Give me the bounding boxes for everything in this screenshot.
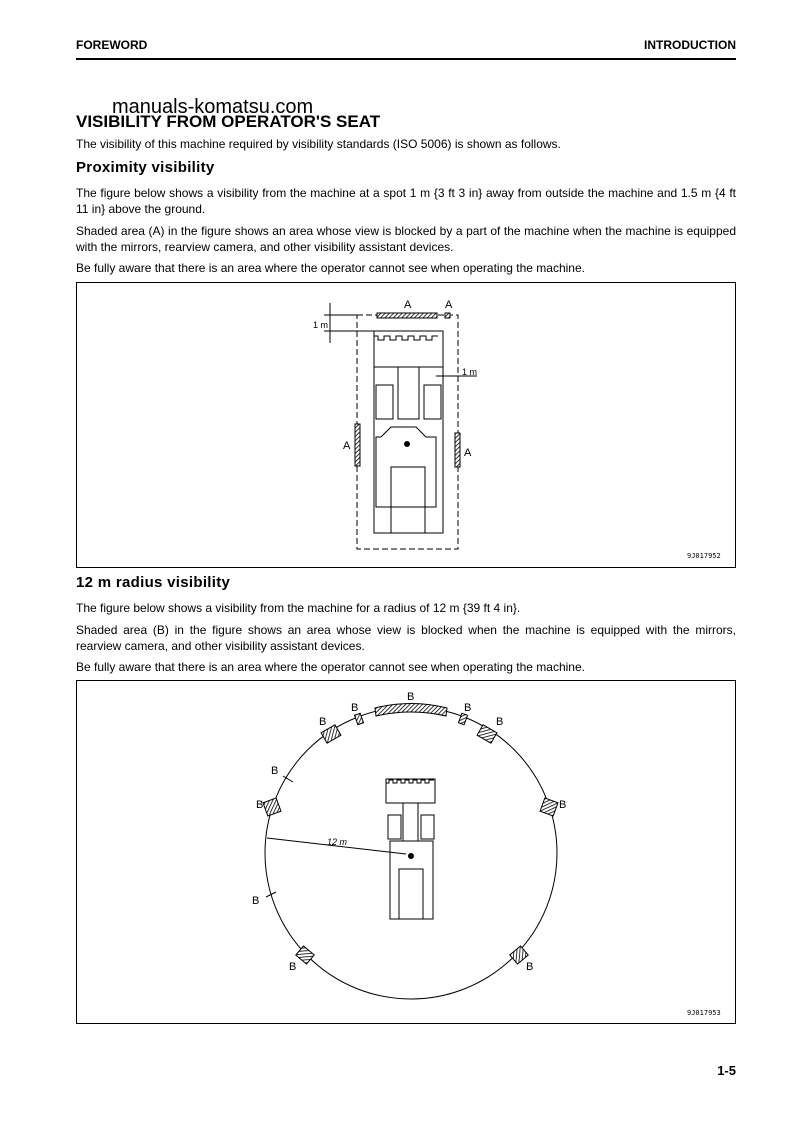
shaded-area-b (263, 704, 558, 965)
proximity-figure (76, 282, 736, 568)
label-b: B (289, 961, 297, 973)
figure-code: 9J017953 (687, 1009, 721, 1017)
header-section: FOREWORD (76, 38, 148, 52)
operator-eye-point (408, 853, 414, 859)
label-b: B (252, 895, 260, 907)
label-a: A (343, 440, 351, 452)
proximity-p2: Shaded area (A) in the figure shows an area whose view is blocked by a part of the machine when the machine is equipped with the mirrors, rearview camera, and other visibility assistant devices. (76, 224, 736, 254)
label-b: B (407, 691, 415, 703)
intro-text: The visibility of this machine required by visibility standards (ISO 5006) is shown as follows. (76, 137, 561, 151)
page-number: 1-5 (717, 1063, 736, 1078)
watermark: manuals-komatsu.com (112, 96, 314, 118)
page-title: VISIBILITY FROM OPERATOR'S SEAT (76, 112, 381, 131)
label-1m: 1 m (462, 367, 478, 377)
radius-figure (76, 680, 736, 1024)
radius-label: 12 m (327, 837, 348, 847)
label-b: B (351, 702, 359, 714)
radius-p2: Shaded area (B) in the figure shows an area whose view is blocked when the machine is equipped with the mirrors, rearview camera, and other visibility assistant devices. (76, 623, 736, 653)
label-b: B (559, 799, 567, 811)
label-1m: 1 m (313, 320, 329, 330)
label-b: B (319, 716, 327, 728)
label-a: A (445, 299, 453, 311)
figure-code: 9J017952 (687, 552, 721, 560)
label-b: B (464, 702, 472, 714)
label-b: B (526, 961, 534, 973)
radius-heading: 12 m radius visibility (76, 574, 231, 591)
header-rule (76, 58, 736, 60)
label-a: A (464, 447, 472, 459)
label-b: B (271, 765, 279, 777)
operator-eye-point (404, 441, 410, 447)
label-b: B (256, 799, 264, 811)
radius-p3: Be fully aware that there is an area where the operator cannot see when operating the machine. (76, 660, 585, 674)
radius-diagram (77, 681, 735, 1023)
proximity-p3: Be fully aware that there is an area where the operator cannot see when operating the machine. (76, 261, 585, 275)
label-a: A (404, 299, 412, 311)
proximity-diagram (77, 283, 735, 567)
proximity-p1: The figure below shows a visibility from the machine at a spot 1 m {3 ft 3 in} away from outside the machine and 1.5 m {4 ft 11 in} above the ground. (76, 186, 736, 216)
label-b: B (496, 716, 504, 728)
header-chapter: INTRODUCTION (644, 38, 736, 52)
proximity-heading: Proximity visibility (76, 159, 215, 176)
radius-p1: The figure below shows a visibility from the machine for a radius of 12 m {39 ft 4 in}. (76, 601, 521, 615)
